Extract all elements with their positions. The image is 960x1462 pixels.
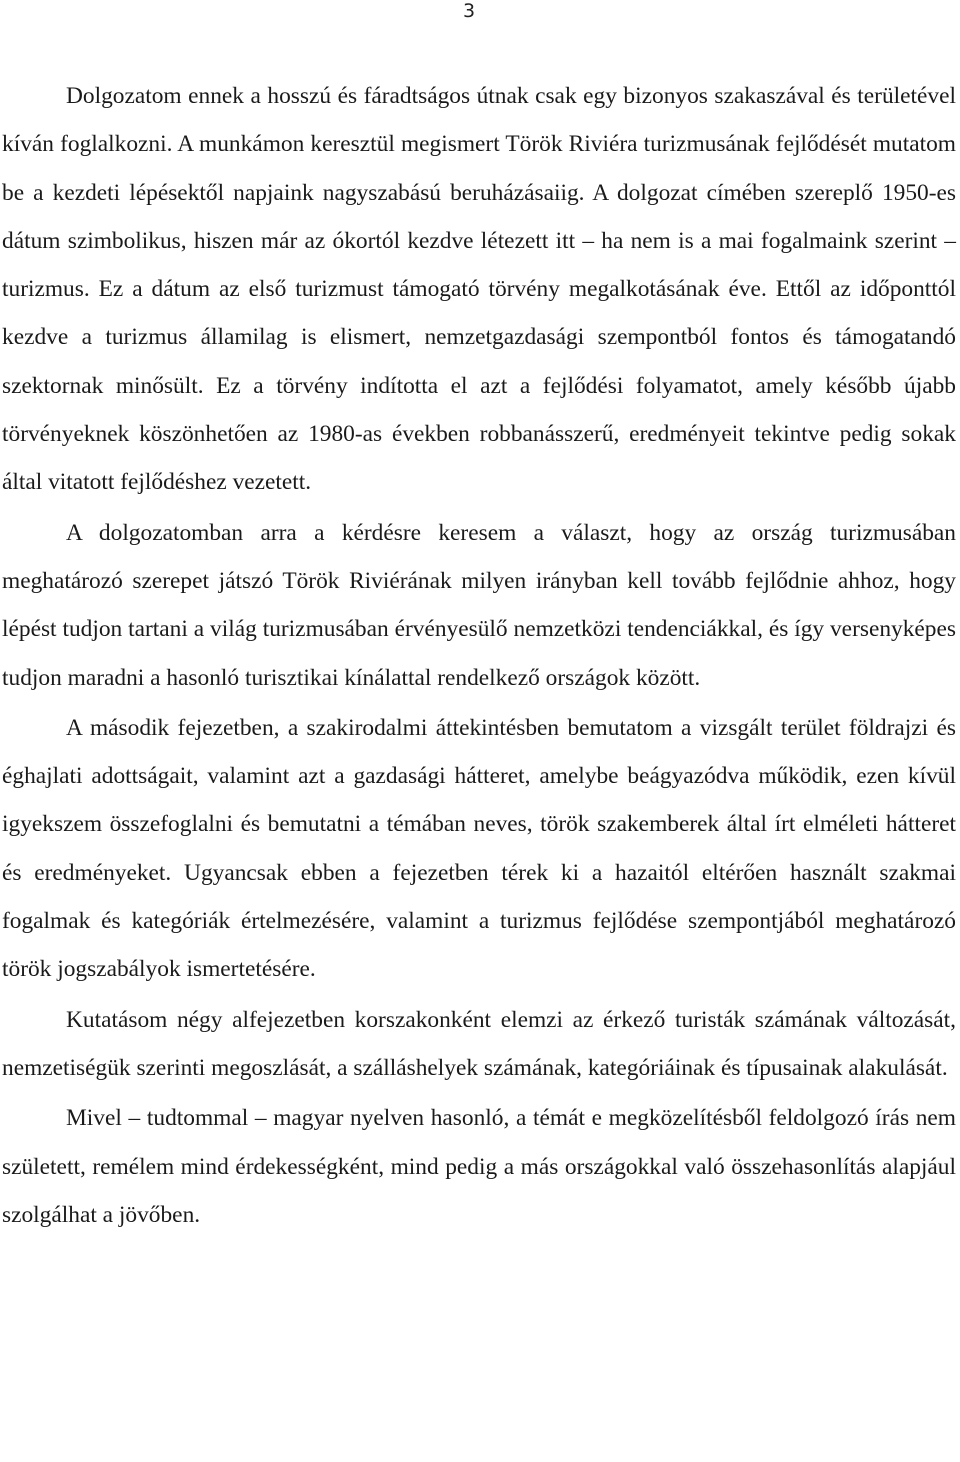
document-body [2,72,956,1241]
paragraph-intro: Dolgozatom ennek a hosszú és fáradtságos útnak csak egy bizonyos szakaszával és területével kíván foglalkozni. A munkámon keresztül megismert Török Riviéra turizmusának fejlődését mutatom be a kezdeti lépésektől napjaink nagyszabású beruházásaiig. A dolgozat címében szereplő 1950-es dátum szimbolikus, hiszen már az ókortól kezdve létezett itt – ha nem is a mai fogalmaink szerint – turizmus. Ez a dátum az első turizmust támogató törvény megalkotásának éve. Ettől az időponttól kezdve a turizmus államilag is elismert, nemzetgazdasági szempontból fontos és támogatandó szektornak minősült. Ez a törvény indította el azt a fejlődési folyamatot, amely később újabb törvényeknek köszönhetően az 1980-as években robbanásszerű, eredményeit tekintve pedig sokak által vitatott fejlődéshez vezetett. [2,83,956,496]
page-number: 3 [463,0,476,22]
paragraph-research-question: A dolgozatomban arra a kérdésre keresem a választ, hogy az ország turizmusában meghatározó szerepet játszó Török Riviérának milyen irányban kell tovább fejlődnie ahhoz, hogy lépést tudjon tartani a világ turizmusában érvényesülő nemzetközi tendenciákkal, és így versenyképes tudjon maradni a hasonló turisztikai kínálattal rendelkező országok között. [2,519,956,691]
paragraph-research: Kutatásom négy alfejezetben korszakonként elemzi az érkező turisták számának változását, nemzetiségük szerinti megoszlását, a szálláshelyek számának, kategóriáinak és típusainak alakulását. [2,1006,956,1081]
paragraph-closing: Mivel – tudtommal – magyar nyelven hasonló, a témát e megközelítésből feldolgozó írás nem született, remélem mind érdekességként, mind pedig a más országokkal való összehasonlítás alapjául szolgálhat a jövőben. [2,1105,956,1228]
paragraph-chapter-two: A második fejezetben, a szakirodalmi áttekintésben bemutatom a vizsgált terület földrajzi és éghajlati adottságait, valamint azt a gazdasági hátteret, amelybe beágyazódva működik, ezen kívül igyekszem összefoglalni és bemutatni a témában neves, török szakemberek által írt elméleti hátteret és eredményeket. Ugyancsak ebben a fejezetben térek ki a hazaitól eltérően használt szakmai fogalmak és kategóriák értelmezésére, valamint a turizmus fejlődése szempontjából meghatározó török jogszabályok ismertetésére. [2,714,956,983]
